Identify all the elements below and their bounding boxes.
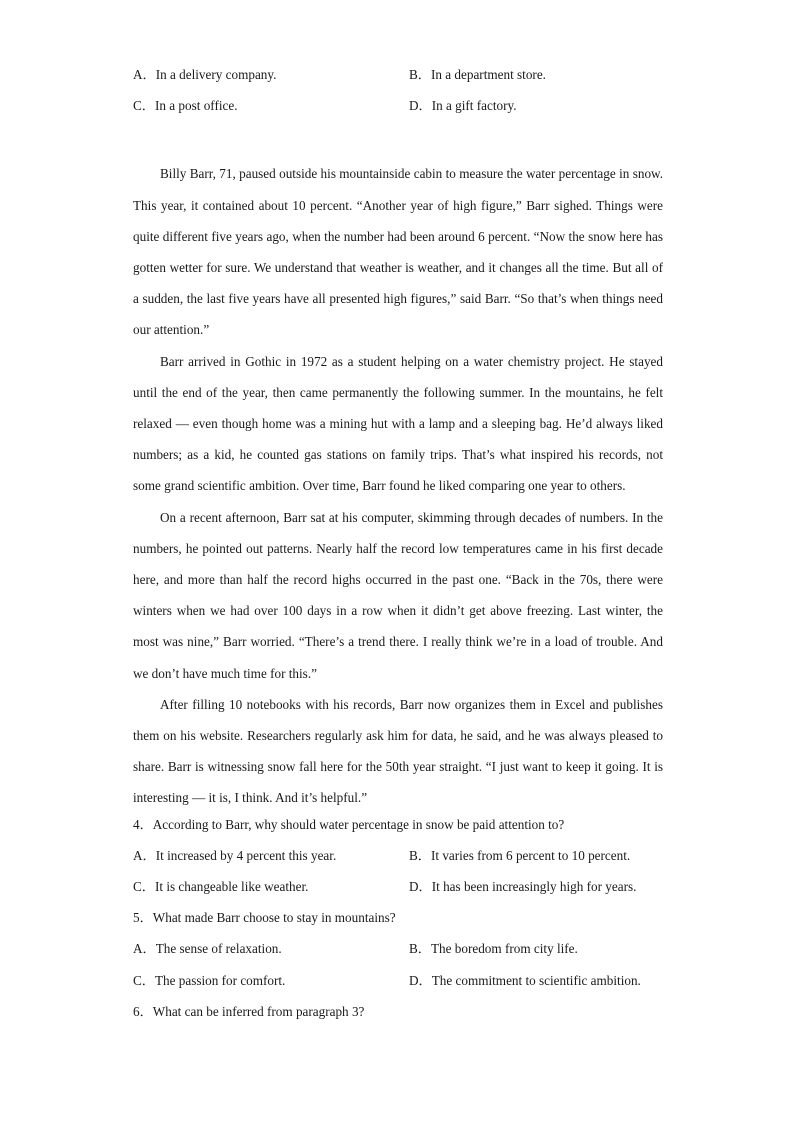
question-5-options-row-1	[133, 938, 663, 969]
question-5-options-row-2	[133, 970, 663, 1001]
passage-paragraph-2	[133, 346, 663, 502]
q5-option-c	[133, 970, 285, 992]
passage-line: inspired his records, not some grand scientific ambition. Over time, Barr found he liked	[133, 447, 663, 494]
passage-line: Billy Barr, 71, paused outside his mountainside cabin to measure the water percentage in	[160, 166, 630, 182]
q5-option-a	[133, 938, 282, 960]
option-letter: D．	[409, 98, 432, 114]
passage-line: On a recent afternoon, Barr sat at his computer, skimming through decades of numbers.	[160, 509, 629, 525]
passage-line: Things were quite different five years ago, when the number had been around 6 percent.	[133, 197, 663, 244]
document-page	[133, 64, 663, 1032]
reading-passage	[133, 158, 663, 813]
question-text: What can be inferred from paragraph 3?	[152, 1003, 365, 1019]
question-number: 5．	[133, 910, 153, 926]
option-text: In a gift factory.	[431, 98, 517, 114]
passage-line: want to keep it going. It is interesting — it is, I think. And it’s helpful.”	[133, 759, 663, 806]
passage-line: snow. This year, it contained about 10 percent. “Another year of high figure,” Barr sighed.	[133, 166, 664, 213]
question-4-options-row-1	[133, 845, 663, 876]
option-letter: C．	[133, 972, 155, 988]
option-text: The passion for comfort.	[154, 972, 286, 988]
option-letter: B．	[409, 941, 431, 957]
option-letter: D．	[409, 972, 432, 988]
passage-line: “Now the snow here has gotten wetter for sure. We understand that weather is weather, and it	[133, 228, 663, 275]
passage-paragraph-1	[133, 158, 663, 345]
option-letter: A．	[133, 67, 156, 82]
section-gap	[133, 126, 663, 158]
question-4-options-row-2	[133, 876, 663, 907]
option-letter: D．	[409, 879, 432, 895]
prev-options-row-1	[133, 64, 663, 95]
prev-option-b	[409, 64, 546, 86]
passage-paragraph-3	[133, 502, 663, 689]
option-letter: C．	[133, 98, 155, 114]
option-letter: B．	[409, 67, 431, 82]
passage-line: comparing one year to others.	[468, 478, 626, 494]
option-text: The boredom from city life.	[430, 941, 578, 957]
prev-options-row-2	[133, 95, 663, 126]
q4-option-c	[133, 876, 308, 898]
question-4-stem	[133, 814, 663, 845]
q5-option-d	[409, 970, 641, 992]
passage-line: Barr arrived in Gothic in 1972 as a student helping on a water chemistry project. He	[160, 353, 625, 369]
prev-option-c	[133, 95, 238, 117]
q4-option-d	[409, 876, 636, 898]
passage-line: In the numbers, he pointed out patterns. Nearly half the record low temperatures came in his	[133, 509, 663, 556]
prev-option-d	[409, 95, 517, 117]
option-text: It varies from 6 percent to 10 percent.	[430, 847, 631, 863]
option-letter: C．	[133, 879, 155, 895]
passage-line: stayed until the end of the year, then came permanently the following summer. In the	[133, 353, 663, 400]
option-text: The sense of relaxation.	[155, 941, 282, 957]
question-number: 4．	[133, 816, 153, 832]
passage-line: freezing. Last winter, the most was nine,” Barr worried. “There’s a trend there. I really think	[133, 603, 663, 650]
prev-option-a	[133, 64, 276, 86]
passage-paragraph-4	[133, 689, 663, 814]
option-text: It has been increasingly high for years.	[431, 879, 637, 895]
passage-line: bag. He’d always liked numbers; as a kid, he counted gas stations on family trips. That’s what	[133, 416, 663, 463]
q5-option-b	[409, 938, 578, 960]
option-text: In a post office.	[154, 98, 238, 114]
passage-line: changes all the time. But all of a sudden, the last five years have all presented high figures,”	[133, 259, 663, 307]
passage-line: publishes them on his website. Researchers regularly ask him for data, he said, and he was	[133, 696, 663, 744]
option-letter: B．	[409, 847, 431, 863]
q4-option-a	[133, 845, 336, 867]
question-text: What made Barr choose to stay in mountains?	[152, 910, 396, 926]
option-text: In a department store.	[430, 67, 546, 82]
q4-option-b	[409, 845, 630, 867]
question-6-stem	[133, 1001, 663, 1032]
passage-line: always pleased to share. Barr is witnessing snow fall here for the 50th year straight. “I just	[133, 728, 664, 775]
passage-line: After filling 10 notebooks with his records, Barr now organizes them in Excel and	[160, 696, 609, 712]
option-text: It increased by 4 percent this year.	[155, 847, 337, 863]
option-text: It is changeable like weather.	[154, 879, 309, 895]
option-letter: A．	[133, 941, 156, 957]
option-text: In a delivery company.	[155, 67, 277, 82]
question-text: According to Barr, why should water percentage in snow be paid attention to?	[152, 816, 565, 832]
question-5-stem	[133, 907, 663, 938]
question-number: 6．	[133, 1003, 153, 1019]
passage-line: mountains, he felt relaxed — even though home was a mining hut with a lamp and a sleeping	[133, 384, 664, 431]
option-text: The commitment to scientific ambition.	[431, 972, 641, 988]
passage-line: we’re in a load of trouble. And we don’t have much time for this.”	[133, 634, 663, 681]
option-letter: A．	[133, 847, 156, 863]
passage-line: said Barr. “So that’s when things need our attention.”	[133, 291, 663, 338]
passage-line: 70s, there were winters when we had over 100 days in a row when it didn’t get above	[133, 572, 664, 619]
passage-line: first decade here, and more than half the record highs occurred in the past one. “Back in the	[133, 540, 663, 588]
